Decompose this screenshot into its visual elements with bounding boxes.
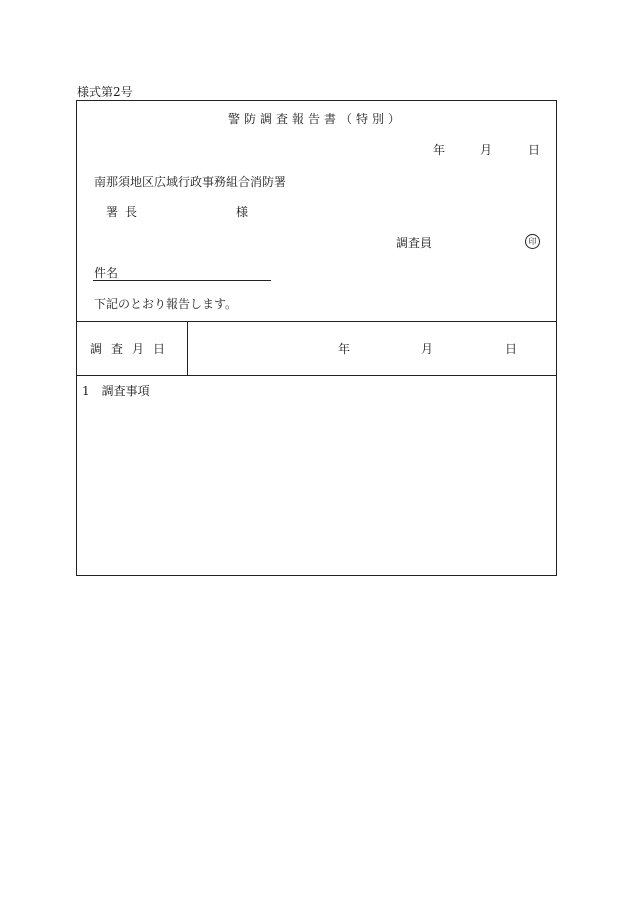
- investigation-date-day: 日: [505, 342, 518, 356]
- divider-line: [76, 321, 556, 322]
- investigation-date-month: 月: [421, 342, 434, 356]
- header-date-month: 月: [480, 143, 493, 157]
- report-statement: 下記のとおり報告します。: [94, 297, 238, 311]
- seal-icon: 印: [525, 234, 540, 249]
- recipient-honorific: 様: [236, 205, 249, 219]
- form-frame: [76, 100, 557, 576]
- case-underline: [93, 280, 271, 281]
- header-date-day: 日: [528, 143, 541, 157]
- recipient-chief: 署長: [106, 205, 145, 219]
- header-date-year: 年: [433, 143, 446, 157]
- investigation-date-year: 年: [338, 342, 351, 356]
- investigator-label: 調査員: [396, 236, 433, 250]
- recipient-department: 南那須地区広域行政事務組合消防署: [94, 175, 287, 189]
- section-investigation-items: 1 調査事項: [82, 384, 150, 398]
- cell-divider: [187, 321, 188, 375]
- form-number: 様式第2号: [77, 85, 133, 99]
- document-title: 警防調査報告書（特別）: [227, 112, 404, 126]
- investigation-date-label: 調査月日: [90, 342, 175, 356]
- case-label: 件名: [94, 266, 119, 280]
- divider-line: [76, 375, 556, 376]
